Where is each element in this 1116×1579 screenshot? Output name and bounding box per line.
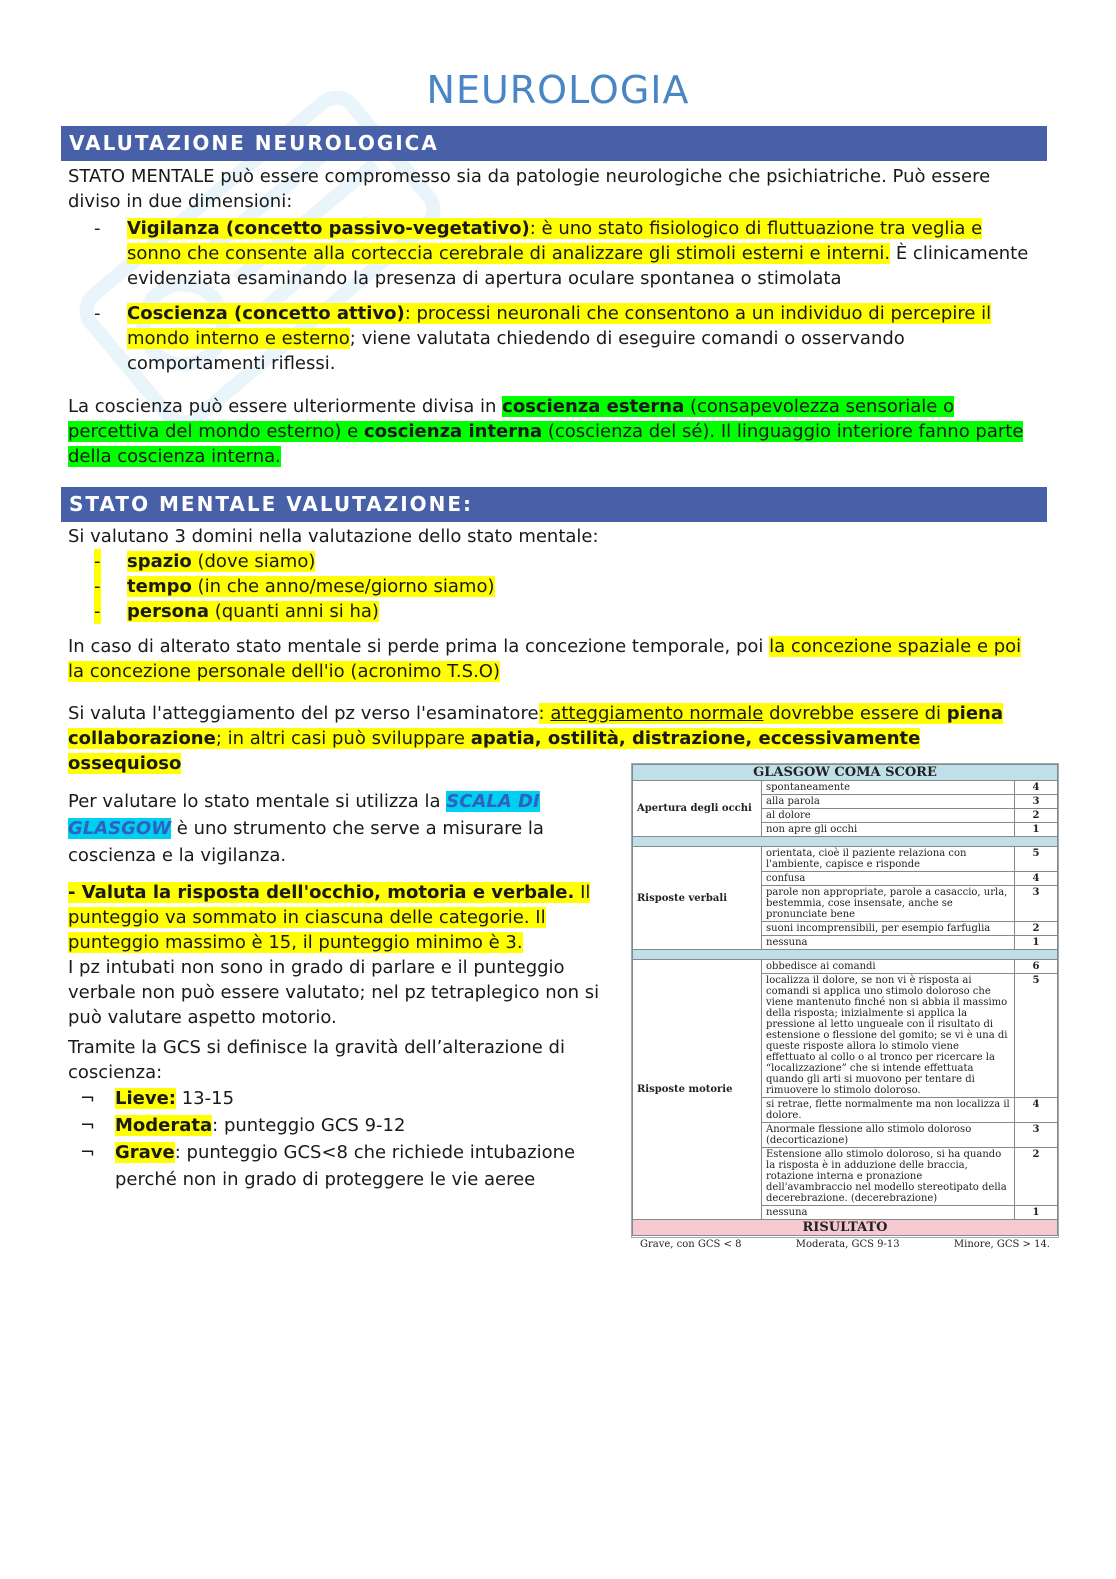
gcs-row <box>633 781 1058 795</box>
gcs-score: 1 <box>1015 1206 1058 1220</box>
term-coscienza: Coscienza (concetto attivo) <box>127 303 405 324</box>
gcs-score: 6 <box>1015 960 1058 974</box>
domains-list <box>68 549 1038 624</box>
glasgow-scale-term: SCALA DI GLASGOW <box>68 791 540 839</box>
gcs-response: orientata, cioè il paziente relaziona con l'ambiente, capisce e risponde <box>762 847 1015 872</box>
glasgow-paragraph: Per valutare lo stato mentale si utilizza la SCALA DI GLASGOW è uno strumento che serve a misurare la coscienza e la vigilanza. <box>68 791 544 866</box>
page-title: NEUROLOGIA <box>426 68 690 112</box>
list-item-coscienza: - Coscienza (concetto attivo): processi neuronali che consentono a un individuo di percepire il mondo interno e esterno; viene valutata chiedendo di eseguire comandi o osservando comportamenti riflessi. <box>94 303 992 374</box>
not-sign-bullet: ¬ <box>80 1088 96 1109</box>
intro-paragraph: STATO MENTALE può essere compromesso sia da patologie neurologiche che psichiatriche. Può essere diviso in due dimensioni: <box>68 166 991 212</box>
gcs-title: GLASGOW COMA SCORE <box>633 765 1058 781</box>
gcs-response: nessuna <box>762 1206 1015 1220</box>
section-header-valutazione: VALUTAZIONE NEUROLOGICA <box>61 126 1047 161</box>
glasgow-coma-score-table <box>631 763 1059 1250</box>
gcs-row <box>633 847 1058 872</box>
gcs-response: Anormale flessione allo stimolo doloroso (decorticazione) <box>762 1123 1015 1148</box>
result-moderata: Moderata, GCS 9-13 <box>795 1239 900 1250</box>
gcs-score: 2 <box>1015 922 1058 936</box>
gravity-level-item: ¬ Grave: punteggio GCS<8 che richiede intubazione perché non in grado di proteggere le vie aeree <box>68 1139 603 1193</box>
alteration-paragraph: In caso di alterato stato mentale si perde prima la concezione temporale, poi la concezione spaziale e poi la concezione personale dell'io (acronimo T.S.O) <box>68 636 1022 682</box>
gcs-response: si retrae, flette normalmente ma non localizza il dolore. <box>762 1098 1015 1123</box>
gcs-score: 4 <box>1015 872 1058 886</box>
gcs-score: 3 <box>1015 1123 1058 1148</box>
dash-bullet: - <box>94 303 101 324</box>
gcs-score: 3 <box>1015 886 1058 922</box>
dash-bullet: - <box>94 576 101 597</box>
gcs-category-label: Risposte verbali <box>633 847 762 950</box>
gcs-response: obbedisce ai comandi <box>762 960 1015 974</box>
dash-bullet: - <box>94 601 101 622</box>
domain-item: - tempo (in che anno/mese/giorno siamo) <box>94 576 495 597</box>
list-item-vigilanza: - Vigilanza (concetto passivo-vegetativo): è uno stato fisiologico di fluttuazione tra veglia e sonno che consente alla corteccia cerebrale di analizzare gli stimoli esterni e interni. È clinicamente evidenziata esaminando la presenza di apertura oculare spontanea o stimolata <box>94 218 1029 289</box>
gcs-category-label: Apertura degli occhi <box>633 781 762 837</box>
gcs-response: spontaneamente <box>762 781 1015 795</box>
gcs-response: suoni incomprensibili, per esempio farfuglia <box>762 922 1015 936</box>
section1-body <box>68 164 1038 469</box>
gcs-row <box>633 960 1058 974</box>
not-sign-bullet: ¬ <box>80 1142 96 1163</box>
gcs-result-row <box>632 1236 1058 1253</box>
gcs-response: alla parola <box>762 795 1015 809</box>
gcs-response: non apre gli occhi <box>762 823 1015 837</box>
gcs-response: Estensione allo stimolo doloroso, si ha quando la risposta è in adduzione delle braccia, rotazione interna e pronazione dell'avambraccio nel modello stereotipato della decerebrazione. (decerebrazione) <box>762 1148 1015 1206</box>
gcs-response: parole non appropriate, parole a casaccio, urla, bestemmia, cose insensate, anche se pronunciate bene <box>762 886 1015 922</box>
glasgow-column <box>68 788 603 1193</box>
domain-item: - persona (quanti anni si ha) <box>94 601 379 622</box>
gcs-score: 5 <box>1015 847 1058 872</box>
division-paragraph: La coscienza può essere ulteriormente divisa in coscienza esterna (consapevolezza sensoriale o percettiva del mondo esterno) e coscienza interna (coscienza del sé). Il linguaggio interiore fanno parte della coscienza interna. <box>68 396 1024 467</box>
result-minore: Minore, GCS > 14. <box>953 1239 1050 1250</box>
domains-intro: Si valutano 3 domini nella valutazione dello stato mentale: <box>68 526 599 547</box>
gcs-score: 1 <box>1015 936 1058 950</box>
section2-body <box>68 524 1038 776</box>
gcs-response: al dolore <box>762 809 1015 823</box>
gcs-response: confusa <box>762 872 1015 886</box>
gcs-category-label: Risposte motorie <box>633 960 762 1220</box>
gcs-score: 1 <box>1015 823 1058 837</box>
dash-bullet: - <box>94 218 101 239</box>
gcs-response: nessuna <box>762 936 1015 950</box>
section-header-stato-mentale: STATO MENTALE VALUTAZIONE: <box>61 487 1047 522</box>
not-sign-bullet: ¬ <box>80 1115 96 1136</box>
gcs-score: 3 <box>1015 795 1058 809</box>
gcs-response: localizza il dolore, se non vi è risposta ai comandi si applica uno stimolo doloroso che viene mantenuto finché non si abbia il massimo della risposta; inizialmente si applica la pressione al letto ungueale con il risultato di estensione o flessione del gomito; se vi è una di queste risposte allora lo stimolo viene effettuato al collo o al tronco per ricercare la “localizzazione” che si intende effettuata quando gli arti si muovono per tentare di rimuovere lo stimolo doloroso. <box>762 974 1015 1098</box>
result-grave: Grave, con GCS < 8 <box>640 1239 742 1250</box>
intubated-paragraph: I pz intubati non sono in grado di parlare e il punteggio verbale non può essere valutato; nel pz tetraplegico non si può valutare aspetto motorio. <box>68 957 600 1028</box>
gcs-score: 4 <box>1015 1098 1058 1123</box>
domain-item: - spazio (dove siamo) <box>94 551 316 572</box>
gravity-levels-list <box>68 1085 603 1193</box>
gcs-result-header: RISULTATO <box>633 1220 1058 1236</box>
gravity-level-item: ¬ Lieve: 13-15 <box>68 1085 603 1112</box>
gcs-score: 4 <box>1015 781 1058 795</box>
gcs-score: 2 <box>1015 809 1058 823</box>
evaluation-paragraph: - Valuta la risposta dell'occhio, motoria e verbale. Il punteggio va sommato in ciascuna delle categorie. Il punteggio massimo è 15, il punteggio minimo è 3. <box>68 882 591 953</box>
gcs-score: 2 <box>1015 1148 1058 1206</box>
term-vigilanza: Vigilanza (concetto passivo-vegetativo) <box>127 218 530 239</box>
attitude-paragraph: Si valuta l'atteggiamento del pz verso l'esaminatore: atteggiamento normale dovrebbe essere di piena collaborazione; in altri casi può sviluppare apatia, ostilità, distrazione, eccessivamente ossequioso <box>68 703 1004 774</box>
gravity-level-item: ¬ Moderata: punteggio GCS 9-12 <box>68 1112 603 1139</box>
gravity-paragraph: Tramite la GCS si definisce la gravità dell’alterazione di coscienza: <box>68 1037 565 1083</box>
gcs-score: 5 <box>1015 974 1058 1098</box>
dash-bullet: - <box>94 551 101 572</box>
